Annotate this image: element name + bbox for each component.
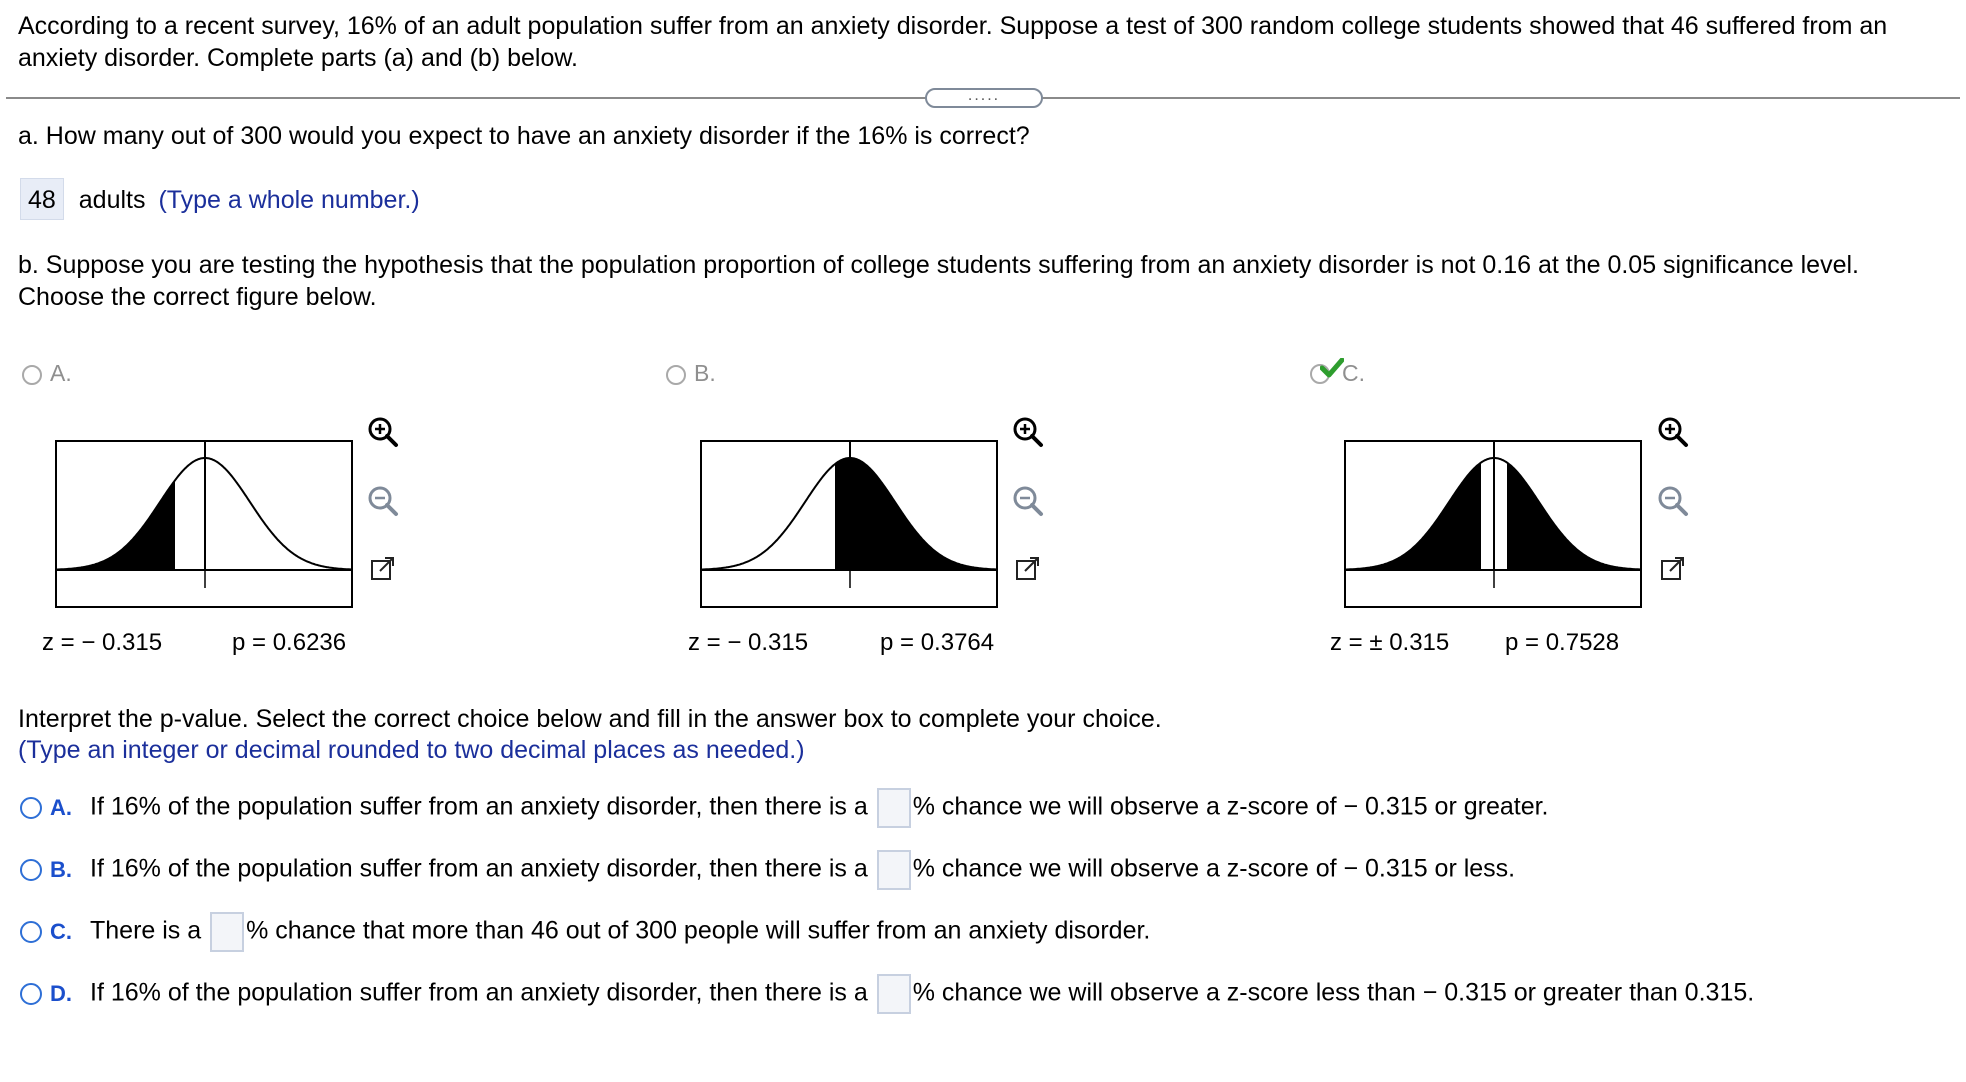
- part-a-hint: (Type a whole number.): [158, 186, 420, 214]
- radio-option-c[interactable]: [20, 921, 42, 943]
- figure-b-graph: [700, 440, 998, 608]
- figure-a-graph: [55, 440, 353, 608]
- interpret-hint: (Type an integer or decimal rounded to two decimal places as needed.): [18, 736, 805, 764]
- expand-button[interactable]: .....: [925, 88, 1043, 108]
- part-a-answer-row: [20, 178, 420, 220]
- figure-choice-a[interactable]: A.: [22, 358, 72, 388]
- option-b-input[interactable]: [877, 850, 911, 890]
- radio-figure-b[interactable]: [666, 365, 686, 385]
- interpret-option-b[interactable]: B. If 16% of the population suffer from an anxiety disorder, then there is a % chance we will observe a z-score of − 0.315 or less.: [20, 850, 1515, 890]
- figure-b-z: z = − 0.315: [688, 629, 809, 656]
- figure-a-p: p = 0.6236: [232, 629, 347, 656]
- figure-b-p: p = 0.3764: [880, 629, 995, 656]
- figure-c-p: p = 0.7528: [1505, 629, 1620, 656]
- figure-a-popout-icon[interactable]: [360, 545, 406, 591]
- figure-choice-b[interactable]: B.: [666, 358, 716, 388]
- interpret-option-a[interactable]: A. If 16% of the population suffer from an anxiety disorder, then there is a % chance we will observe a z-score of − 0.315 or greater.: [20, 788, 1549, 828]
- figure-c-zoom-in-icon[interactable]: [1650, 409, 1696, 455]
- figure-b-popout-icon[interactable]: [1005, 545, 1051, 591]
- check-icon: [1320, 358, 1344, 378]
- option-a-input[interactable]: [877, 788, 911, 828]
- interpret-option-c[interactable]: C. There is a % chance that more than 46 out of 300 people will suffer from an anxiety disorder.: [20, 912, 1150, 952]
- figure-a-z: z = − 0.315: [42, 629, 163, 656]
- figure-c-graph: [1344, 440, 1642, 608]
- figure-b-zoom-in-icon[interactable]: [1005, 409, 1051, 455]
- interpret-option-d[interactable]: D. If 16% of the population suffer from an anxiety disorder, then there is a % chance we will observe a z-score less than − 0.315 or greater than 0.315.: [20, 974, 1754, 1014]
- figure-c-popout-icon[interactable]: [1650, 545, 1696, 591]
- interpret-prompt: Interpret the p-value. Select the correct choice below and fill in the answer box to complete your choice.: [18, 705, 1162, 733]
- option-d-input[interactable]: [877, 974, 911, 1014]
- radio-option-d[interactable]: [20, 983, 42, 1005]
- figure-choice-c[interactable]: C.: [1310, 358, 1365, 388]
- part-b-prompt: b. Suppose you are testing the hypothesis that the population proportion of college students suffering from an anxiety disorder is not 0.16 at the 0.05 significance level. Choose the correct figure below.: [18, 251, 1859, 311]
- figure-a-zoom-out-icon[interactable]: [360, 478, 406, 524]
- radio-option-b[interactable]: [20, 859, 42, 881]
- part-a-answer-field[interactable]: 48: [20, 178, 64, 220]
- figure-b-zoom-out-icon[interactable]: [1005, 478, 1051, 524]
- radio-figure-a[interactable]: [22, 365, 42, 385]
- figure-c-zoom-out-icon[interactable]: [1650, 478, 1696, 524]
- part-a-prompt: a. How many out of 300 would you expect to have an anxiety disorder if the 16% is correct?: [18, 122, 1030, 150]
- radio-option-a[interactable]: [20, 797, 42, 819]
- option-c-input[interactable]: [210, 912, 244, 952]
- figure-a-zoom-in-icon[interactable]: [360, 409, 406, 455]
- part-a-unit: adults: [78, 186, 146, 214]
- question-text: According to a recent survey, 16% of an adult population suffer from an anxiety disorder. Suppose a test of 300 random college students showed that 46 suffered from an anxiety disorder. Complete parts (a) and (b) below.: [18, 12, 1888, 72]
- figure-c-z: z = ± 0.315: [1330, 629, 1450, 656]
